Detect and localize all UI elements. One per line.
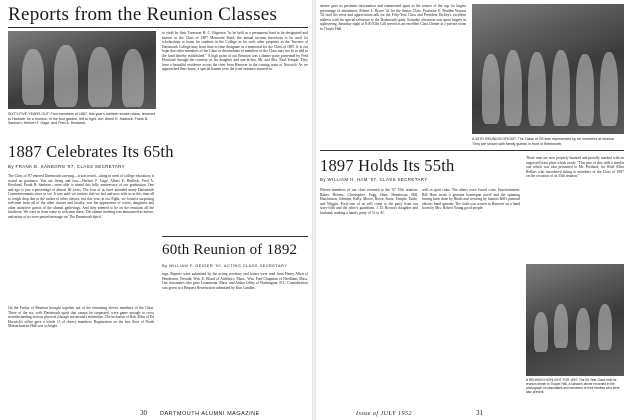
class-1897-dinner-photo [526, 264, 624, 376]
article-1887-text-2: to yield by their Treasurer H. C. Edgerton "to be held as a permanent fund to be designated and known as the Class of 1887 Memorial Fund, the annual income therefrom to be used for scholarships or loans for students in the College as for such other purposes as the Trustees of Dartmouth College may from time to time designate as a memorial for the Class of 1887. It is our hope that other members of the Class or descendants of members of the Class may see fit to add to the fund thereby established." A high point of our Reunion was a dinner party presented by Fred Howland through the courtesy of his daughter and son-in-law, Mr. and Mrs. Paul Temple. They have a beautiful residence across the river from Hanover in the coming town of Norwich. As we approached their home, a special banner over the front entrance assured us. [162, 31, 308, 72]
article-1897-column-3 [526, 156, 624, 260]
page-number-left: 30 [140, 409, 147, 417]
article-1887-column-1 [8, 174, 154, 302]
byline-1892: By WILLIAM F. GEIGER '92, ACTING CLASS SECRETARY [162, 263, 288, 268]
headline-1897: 1897 Holds Its 55th [320, 156, 455, 175]
right-page [316, 0, 628, 420]
headline-1892: 60th Reunion of 1892 [162, 242, 298, 258]
intro-text: nessee gave us pertinent information and commented upon as the winner of the cup for largest percentage of attendance, Robert L. Bruce '42 for the Senior Class. Professor E. Bradlee Watson '02 read his verse and appreciation talk for the Fifty-Year Class and President Dickey's excellent address with his special reference to the Dartmouth spirit. Saturday afternoon was spent largely in sightseeing. Saturday night at 8:30 Ellis Gill served as an excellent Class Dinner in a private room in Thayer Hall. [320, 4, 466, 31]
photo-caption-1893: A 45TH REUNION GROUP: The Class of '93 was represented by six members at reunion. They are shown with family guests in front of Wentworth. [472, 137, 616, 146]
section-rule [162, 236, 308, 237]
photo-caption-1887: SIXTY-FIVE YEARS OUT: Four members of 1887, this year's earliest reunion class, returned to Hanover for a reunion. In the four garden, left to right, are: Albert E. Hadlock, Frank B. Sanborn, Herbert F. Gage, and Fred A. Howland. [8, 112, 156, 126]
photo-caption-1897: A REUNION HIGHLIGHT FOR 1897: The 55-Year Class held its reunion dinner in Thayer Hall, a scissors dinner recorded in the photograph of classmates and members of their families who were also present. [526, 378, 620, 394]
headline-1887: 1887 Celebrates Its 65th [8, 142, 174, 161]
byline-1897: By WILLIAM H. HAM '97, CLASS SECRETARY [320, 177, 428, 182]
masthead-title: Reports from the Reunion Classes [8, 4, 278, 25]
article-1897-column-1 [320, 188, 418, 398]
left-page [0, 0, 312, 420]
article-1892-column-2 [162, 272, 308, 400]
article-1897-text-3: These men are now properly boasted and proudly marked with an engraved brass plate which reads: "This pair of skis with a similar one which was also presented to Mr. Portland, for Wold Allen Rollins who introduced skiing to members of the Class of 1897 on the occasion of its 55th reunion." [526, 156, 624, 179]
class-1893-photo [472, 4, 624, 134]
article-1892-text-1: On the Friday of Reunion brought together not of the remaining eleven members of the Class. Three of the six, with Dartmouth spirit that cannot be surpassed, were game enough to cross notwithstanding serious physical (though not mental) infirmities. The inclusion of Rob Allen of Ed Horwick's office gave a whole 15 of cheery members. Registration on the first floor of North Massachusetts Hall was so bright. [8, 306, 154, 329]
article-1897-column-2 [422, 188, 520, 398]
byline-1887: By FRANK B. SANBORN '87, CLASS SECRETARY [8, 164, 125, 169]
masthead-rule [8, 27, 308, 28]
right-section-rule [320, 150, 624, 151]
footer-right: Issue of JULY 1952 [356, 411, 413, 417]
page-number-right: 31 [476, 409, 483, 417]
intro-column [320, 4, 466, 146]
article-1897-text-2: well in sport coats. The others wore Sword coats. Entertainment: Bill Ham wrote a genuine homespun novel and the spinning having been done by Hinds and weaving by famous Bill's paternal electric band spinster. The cloth was woven in Hanover on a hand loom by Mrs. Robert Young good people. [422, 188, 520, 211]
footer-left: DARTMOUTH ALUMNI MAGAZINE [160, 411, 260, 417]
article-1897-text-1: Fifteen members of our class returned to the '97 55th reunion: Baker, Bevens, Christopher, Fogg, Ham, Henderson, Hill, Hutchinson, Johnson, Kelly, Moore, Rowe, Kunz, Temple, Tuttle, and Wiggin. Forty-one of us will come to the party from our sixty-fifth and the other's guardians. J. D. Brown's daughter and husband, making a family party of 51 to 41. [320, 188, 418, 215]
article-1892-column-1 [8, 306, 154, 400]
class-1887-photo [8, 31, 156, 109]
article-1887-column-2 [162, 31, 308, 231]
article-1887-text-1: The Class of '87 entered Dartmouth carrying—it was noted—along in need of college education; it sound no guidance. You are living and four—Herbert F. Gage, Albert E. Hadlock, Fred A. Howland, Frank B. Sanborn—were able to attend this fully anniversary of our graduation. One and ago is just a percentage of almost 60 years. The four of us have attended many Dartmouth Commencements since in vet. It was until we confess that we had and now with us at this time all to weigh drop due to the racket of other classes, but this year, at our Eight, we found a surprising welcome from all of the other classes and faculty, was the appearance of wives, daughters and other attractive guests of the alumni gatherings. And they seemed to be on the reunions all the luncheon. We were in from some to welcome these. The alumni meeting was announced as before, and many of us were passed message on 'The Dartmouth Spirit.' [8, 174, 154, 219]
article-1892-text-2: ings. Reports were submitted by the acting secretary and letters were read from Henry Allen of Henderson, Nevada, Wm. E. Blood of Attleboro, Mass., Wm. Fred Chapman of Needham, Mass. Our classmates who gave Leominster, Mass. and Arthur Libby of Washington, D.C. Consideration was given to a Bequest Benefaction submitted by Kon Candler. [162, 272, 308, 290]
